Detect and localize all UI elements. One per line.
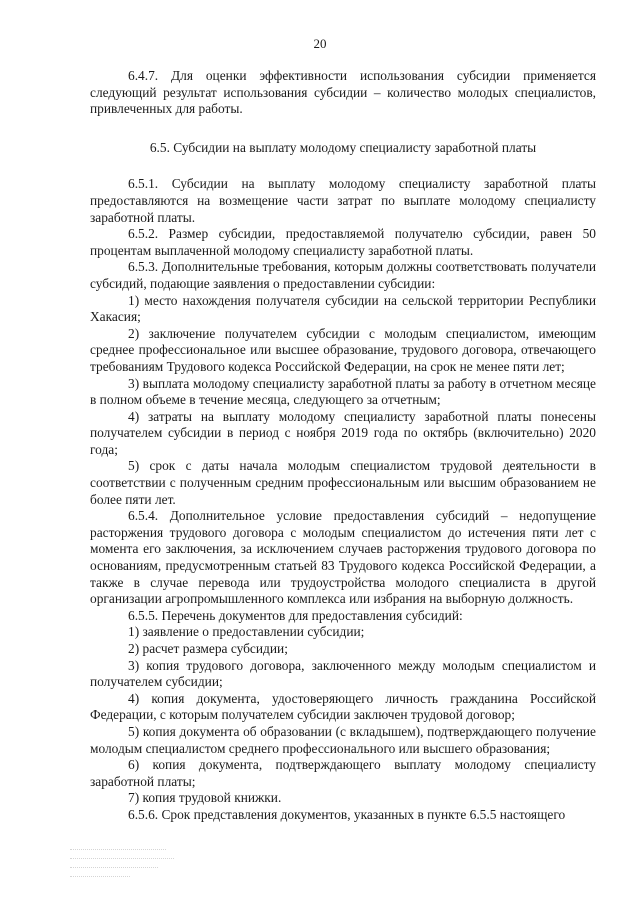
paragraph-6-5-4: 6.5.4. Дополнительное условие предоставления субсидий – недопущение расторжения трудового договора с молодым специалистом до истечения пяти лет с момента его заключения, за исключением случаев расторжения трудового договора по основаниям, предусмотренным статьей 83 Трудового кодекса Российской Федерации, а также в случае перевода или трудоустройства молодого специалиста в другой организации агропромышленного комплекса или избрания на выборную должность. [90, 508, 596, 607]
list-item: 1) заявление о предоставлении субсидии; [128, 624, 365, 640]
paragraph-6-5-1: 6.5.1. Субсидии на выплату молодому специалисту заработной платы предоставляются на возмещение части затрат по выплате молодому специалисту заработной платы. [90, 176, 596, 225]
paragraph-6-5-5: 6.5.5. Перечень документов для предоставления субсидий: [128, 607, 463, 623]
list-item: 2) заключение получателем субсидии с молодым специалистом, имеющим среднее профессиональное или высшее образование, трудового договора, отвечающего требованиям Трудового кодекса Российской Федерации, на срок не менее пяти лет; [90, 325, 596, 374]
paragraph-6-5-6: 6.5.6. Срок представления документов, указанных в пункте 6.5.5 настоящего [128, 806, 566, 822]
list-item: 5) копия документа об образовании (с вкладышем), подтверждающего получение молодым специалистом среднего профессионального или высшего образования; [90, 723, 596, 756]
paragraph-6-5-2: 6.5.2. Размер субсидии, предоставляемой получателю субсидии, равен 50 процентам выплаченной молодому специалисту заработной платы. [90, 226, 596, 258]
section-heading-6-5: 6.5. Субсидии на выплату молодому специалисту заработной платы [149, 139, 537, 155]
paragraph-6-5-3: 6.5.3. Дополнительные требования, которым должны соответствовать получатели субсидий, подающие заявления о предоставлении субсидии: [90, 259, 596, 291]
list-item: 7) копия трудовой книжки. [128, 790, 282, 806]
list-item: 3) выплата молодому специалисту заработной платы за работу в отчетном месяце в полном объеме в течение месяца, следующего за отчетным; [90, 375, 596, 408]
list-item: 4) затраты на выплату молодому специалисту заработной платы понесены получателем субсидии в период с ноября 2019 года по октябрь (включительно) 2020 года; [90, 408, 596, 457]
list-item: 6) копия документа, подтверждающего выплату молодому специалисту заработной платы; [90, 757, 596, 789]
list-item: 4) копия документа, удостоверяющего личность гражданина Российской Федерации, с которым получателем субсидии заключен трудовой договор; [90, 690, 596, 723]
page-number: 20 [313, 36, 327, 51]
list-item: 3) копия трудового договора, заключенного между молодым специалистом и получателем субсидии; [90, 657, 596, 690]
list-item: 2) расчет размера субсидии; [128, 641, 288, 656]
document-body [90, 68, 596, 824]
list-item: 1) место нахождения получателя субсидии на сельской территории Республики Хакасия; [90, 292, 596, 325]
paragraph-6-4-7: 6.4.7. Для оценки эффективности использования субсидии применяется следующий результат использования субсидии – количество молодых специалистов, привлеченных для работы. [90, 68, 596, 117]
list-item: 5) срок с даты начала молодым специалистом трудовой деятельности в соответствии с полученным средним профессиональным или высшим образованием не более пяти лет. [90, 458, 596, 507]
faint-stamp-mark [70, 845, 180, 885]
